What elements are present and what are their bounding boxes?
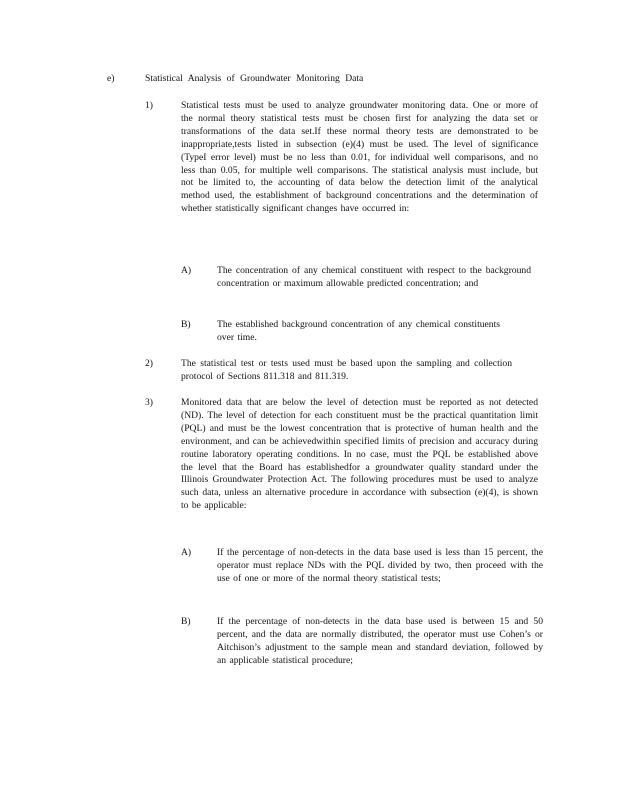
item-3-label: 3) <box>145 397 153 408</box>
section-label: e) <box>107 73 115 84</box>
item-1-sub-b-label: B) <box>181 319 191 330</box>
item-3-sub-b-label: B) <box>181 616 191 627</box>
item-2-paragraph: The statistical test or tests used must be based upon the sampling and collection protocol of Sections 811.318 and 811.319. <box>181 358 512 382</box>
item-1-sub-b-paragraph: The established background concentration of any chemical constituents over time. <box>217 319 500 343</box>
item-3-sub-a-label: A) <box>181 547 192 558</box>
item-3-sub-b-paragraph: If the percentage of non-detects in the data base used is between 15 and 50 percent, and the data are normally distributed, the operator must use Cohen’s or Aitchison’s adjustment to the sample mean and standard deviation, followed by an applicable statistical procedure; <box>217 616 543 666</box>
item-1-sub-a-paragraph: The concentration of any chemical constituent with respect to the background concentration or maximum allowable predicted concentration; and <box>217 265 531 289</box>
item-1-paragraph: Statistical tests must be used to analyze groundwater monitoring data. One or more of the normal theory statistical tests must be chosen first for analyzing the data set or transformations of the data set.If these normal theory tests are demonstrated to be inappropriate,tests listed in subsection (e)(4) must be used. The level of significance (TypeI error level) must be no less than 0.01, for individual well comparisons, and no less than 0.05, for multiple well comparisons. The statistical analysis must include, but not be limited to, the accounting of data below the detection limit of the analytical method used, the establishment of background concentrations and the determination of whether statistically significant changes have occurred in: <box>181 100 538 215</box>
item-1-label: 1) <box>145 100 153 111</box>
item-3-paragraph: Monitored data that are below the level of detection must be reported as not detected (ND). The level of detection for each constituent must be the practical quantitation limit (PQL) and must be the lowest concentration that is protective of human health and the environment, and can be achievedwithin specified limits of precision and accuracy during routine laboratory operating conditions. In no case, must the PQL be established above the level that the Board has establishedfor a groundwater quality standard under the Illinois Groundwater Protection Act. The following procedures must be used to analyze such data, unless an alternative procedure in accordance with subsection (e)(4), is shown to be applicable: <box>181 397 538 512</box>
item-2-label: 2) <box>145 358 153 369</box>
item-1-sub-a-label: A) <box>181 265 192 276</box>
item-3-sub-a-paragraph: If the percentage of non-detects in the data base used is less than 15 percent, the operator must replace NDs with the PQL divided by two, then proceed with the use of one or more of the normal theory statistical tests; <box>217 547 543 584</box>
section-title: Statistical Analysis of Groundwater Monitoring Data <box>145 73 364 84</box>
